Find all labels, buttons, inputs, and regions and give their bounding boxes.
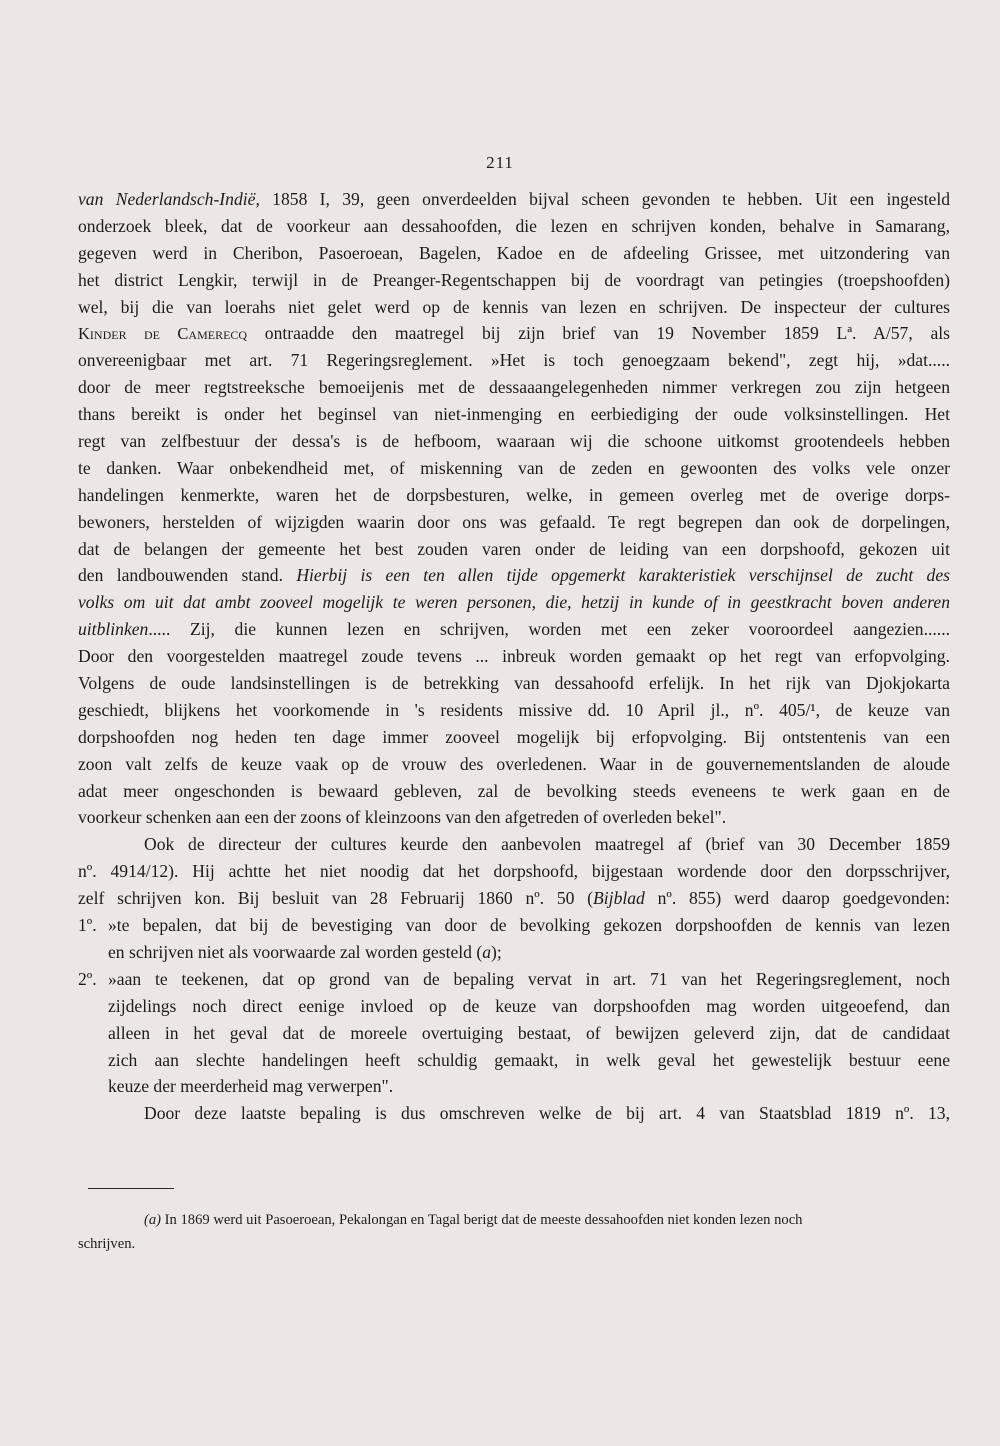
footnote-ref: a xyxy=(482,941,492,962)
text-line: keuze der meerderheid mag verwerpen". xyxy=(108,1076,394,1097)
italic-quote: volks om uit dat ambt zooveel mogelijk te weren personen, die, hetzij in kunde of in geestkracht boven anderen xyxy=(78,592,950,613)
publication-name: Bijblad xyxy=(593,888,645,909)
text-span: ..... Zij, die kunnen lezen en schrijven, worden met een zeker vooroordeel aangezien...... xyxy=(148,619,950,640)
text-line: nº. 4914/12). Hij achtte het niet noodig dat het dorpshoofd, bijgestaan wordende door den dorpsschrijver, xyxy=(78,861,950,882)
text-line: adat meer ongeschonden is bewaard gebleven, zal de bevolking steeds eveneens te werk gaan en de xyxy=(78,780,950,801)
text-line xyxy=(78,186,950,213)
decree-item-2 xyxy=(78,966,950,1100)
text-span: en schrijven niet als voorwaarde zal worden gesteld ( xyxy=(108,941,483,962)
item-number: 1º. xyxy=(78,915,97,936)
text-line: het district Lengkir, terwijl in de Preanger-Regentschappen bij de voordragt van petingies (troepshoofden) xyxy=(78,269,950,290)
text-span: den landbouwenden stand. xyxy=(78,565,297,586)
item-number: 2º. xyxy=(78,968,97,989)
page-number: 211 xyxy=(486,153,514,172)
text-line: bewoners, herstelden of wijzigden waarin door ons was gefaald. Te regt begrepen dan ook de dorpelingen, xyxy=(78,511,950,532)
text-line: gegeven werd in Cheribon, Pasoeroean, Bagelen, Kadoe en de afdeeling Grissee, met uitzondering van xyxy=(78,242,950,263)
footnote-divider xyxy=(88,1188,174,1189)
text-line: regt van zelfbestuur der dessa's is de hefboom, waaraan wij die schoone uitkomst grootendeels hebben xyxy=(78,431,950,452)
text-span: ontraadde den maatregel bij zijn brief van 19 November 1859 Lª. A/57, als xyxy=(247,323,950,344)
text-line: dorpshoofden nog heden ten dage immer zooveel mogelijk bij erfopvolging. Bij ontstentenis van een xyxy=(78,726,950,747)
footnote-marker: (a) xyxy=(144,1212,162,1228)
text-line xyxy=(78,320,950,347)
text-line: voorkeur schenken aan een der zoons of kleinzoons van den afgetreden of overleden bekel". xyxy=(78,807,727,828)
text-line xyxy=(78,912,950,939)
text-line: Door den voorgestelden maatregel zoude tevens ... inbreuk worden gemaakt op het regt van erfopvolging. xyxy=(78,646,950,667)
text-line: alleen in het geval dat de moreele overtuiging bestaat, of bewijzen geleverd zijn, dat de candidaat xyxy=(108,1022,950,1043)
text-line: te danken. Waar onbekendheid met, of miskenning van de zeden en gewoonten des volks vele onzer xyxy=(78,457,950,478)
text-line: geschiedt, blijkens het voorkomende in 's residents missive dd. 10 April jl., nº. 405/¹, de keuze van xyxy=(78,699,950,720)
italic-quote: Hierbij is een ten allen tijde opgemerkt karakteristiek verschijnsel de zucht des xyxy=(296,565,950,586)
journal-title: van Nederlandsch-Indië, xyxy=(78,189,260,209)
text-line xyxy=(78,616,950,643)
text-span: 1858 I, 39, geen onverdeelden bijval scheen gevonden te hebben. Uit een ingesteld xyxy=(259,189,950,209)
text-span: nº. 855) werd daarop goedgevonden: xyxy=(644,888,951,909)
text-line: door de meer regtstreeksche bemoeijenis met de dessaaangelegenheden nimmer verkregen zou zijn hetgeen xyxy=(78,377,950,398)
text-line: zich aan slechte handelingen heeft schuldig gemaakt, in welk geval het gewestelijk bestuur eene xyxy=(108,1049,950,1070)
text-span: zelf schrijven kon. Bij besluit van 28 Februarij 1860 nº. 50 ( xyxy=(78,888,594,909)
footnote xyxy=(78,1208,958,1256)
body-text xyxy=(78,186,950,1127)
paragraph-2 xyxy=(78,831,950,912)
decree-item-1 xyxy=(78,912,950,966)
text-line: zoon valt zelfs de keuze vaak op de vrouw des overledenen. Waar in de gouvernementslanden de aloude xyxy=(78,753,950,774)
text-line xyxy=(78,562,950,589)
text-line xyxy=(78,939,950,966)
text-span: »aan te teekenen, dat op grond van de bepaling vervat in art. 71 van het Regeringsreglement, noch xyxy=(108,968,950,989)
footnote-line: schrijven. xyxy=(78,1236,136,1252)
text-line: handelingen kenmerkte, waren het de dorpsbesturen, welke, in gemeen overleg met de overige dorps- xyxy=(78,484,950,505)
text-line: Door deze laatste bepaling is dus omschreven welke de bij art. 4 van Staatsblad 1819 nº. 13, xyxy=(144,1103,950,1124)
text-span: »te bepalen, dat bij de bevestiging van door de bevolking gekozen dorpshoofden de kennis van lezen xyxy=(108,915,950,936)
person-name: Kinder de Camerecq xyxy=(78,324,248,344)
text-line xyxy=(78,589,950,616)
footnote-line xyxy=(78,1208,958,1232)
text-line xyxy=(78,966,950,993)
text-line: Volgens de oude landsinstellingen is de betrekking van dessahoofd erfelijk. In het rijk van Djokjokarta xyxy=(78,673,950,694)
text-line: wel, bij die van loerahs niet gelet werd op de kennis van lezen en schrijven. De inspecteur der cultures xyxy=(78,296,950,317)
text-line: dat de belangen der gemeente het best zouden varen onder de leiding van een dorpshoofd, gekozen uit xyxy=(78,538,950,559)
text-line: thans bereikt is onder het beginsel van niet-inmenging en eerbiediging der oude volksinstellingen. Het xyxy=(78,404,950,425)
text-line: zijdelings noch direct eenige invloed op de keuze van dorpshoofden mag worden uitgeoefend, dan xyxy=(108,995,950,1016)
text-line xyxy=(78,885,950,912)
paragraph-1 xyxy=(78,186,950,831)
text-span: In 1869 werd uit Pasoeroean, Pekalongan en Tagal berigt dat de meeste dessahoofden niet konden lezen noch xyxy=(161,1212,803,1228)
paragraph-3 xyxy=(78,1100,950,1127)
text-line: onvereenigbaar met art. 71 Regeringsreglement. »Het is toch genoegzaam bekend", zegt hij, »dat..... xyxy=(78,350,950,371)
text-span: ); xyxy=(491,941,502,962)
italic-quote: uitblinken xyxy=(78,619,149,640)
text-line: Ook de directeur der cultures keurde den aanbevolen maatregel af (brief van 30 December 1859 xyxy=(144,834,950,855)
text-line: onderzoek bleek, dat de voorkeur aan dessahoofden, die lezen en schrijven konden, behalve in Samarang, xyxy=(78,215,950,236)
